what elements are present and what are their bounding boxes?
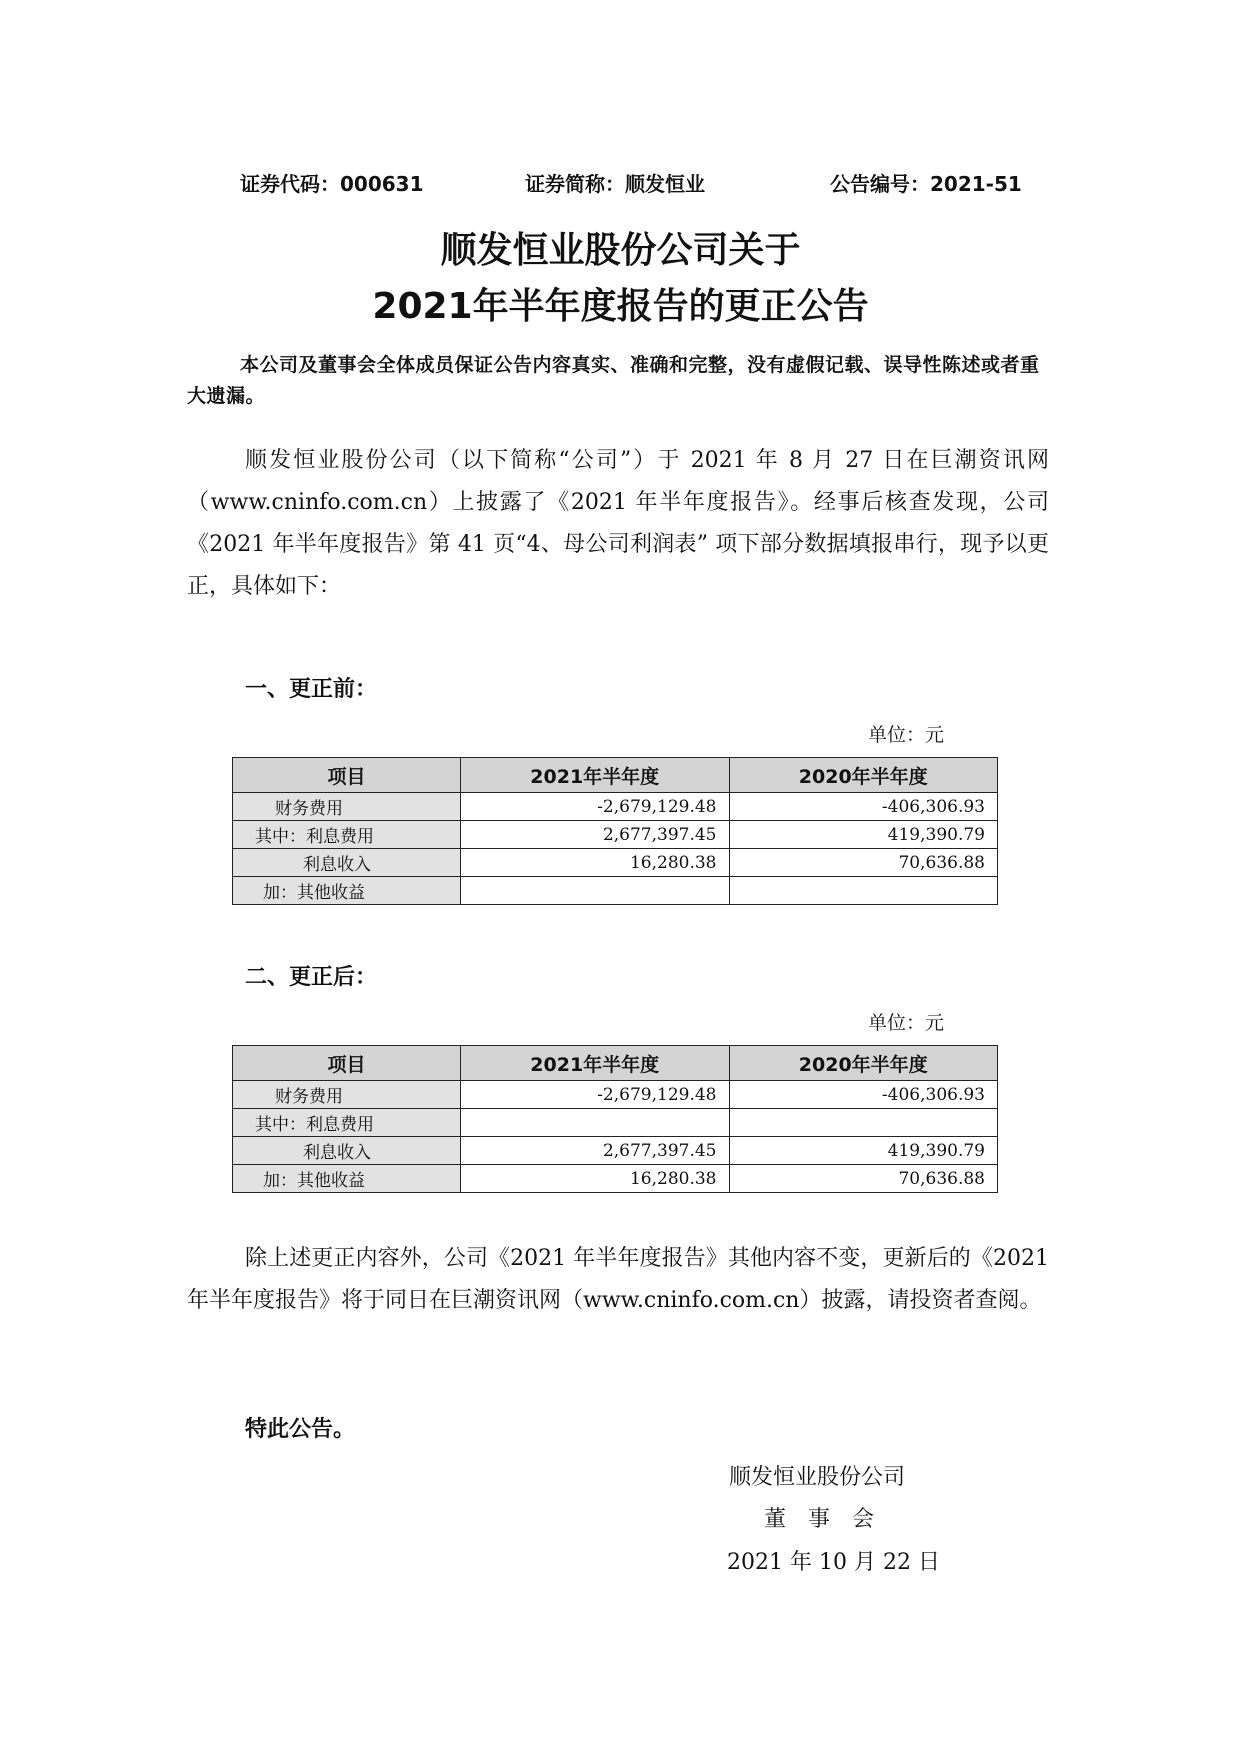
row-label: 其中：利息费用 (233, 821, 461, 849)
table-row (233, 1081, 998, 1109)
intro-paragraph: 顺发恒业股份公司（以下简称“公司”）于 2021 年 8 月 27 日在巨潮资讯网（www.cninfo.com.cn）上披露了《2021 年半年度报告》。经事后核查发现，公司《2021 年半年度报告》第 41 页“4、母公司利润表” 项下部分数据填报串行，现予以更正，具体如下： (187, 448, 1049, 599)
table-header-row (233, 1046, 998, 1081)
closing-statement: 特此公告。 (245, 1417, 356, 1442)
column-header-2021: 2021年半年度 (461, 1046, 730, 1081)
section-before-heading: 一、更正前： (245, 677, 378, 702)
table-row (233, 1137, 998, 1165)
signature-date: 2021 年 10 月 22 日 (727, 1550, 940, 1575)
cell-2020 (729, 877, 998, 905)
cell-2021 (461, 1109, 730, 1137)
column-header-item: 项目 (233, 758, 461, 793)
cell-2021: 2,677,397.45 (461, 1137, 730, 1165)
section-after-heading: 二、更正后： (245, 965, 378, 990)
document-header (240, 168, 1020, 196)
table-before (232, 757, 998, 905)
security-code: 证券代码：000631 (240, 172, 424, 196)
row-label: 加：其他收益 (233, 877, 461, 905)
section-after-unit: 单位：元 (868, 1012, 945, 1034)
cell-2021: -2,679,129.48 (461, 1081, 730, 1109)
table-row (233, 1165, 998, 1193)
cell-2020: 419,390.79 (729, 1137, 998, 1165)
security-short-name: 证券简称：顺发恒业 (525, 172, 705, 196)
signature-board: 董 事 会 (764, 1507, 875, 1532)
row-label: 加：其他收益 (233, 1165, 461, 1193)
cell-2021: -2,679,129.48 (461, 793, 730, 821)
cell-2021: 16,280.38 (461, 1165, 730, 1193)
board-notice: 本公司及董事会全体成员保证公告内容真实、准确和完整，没有虚假记载、误导性陈述或者重大遗漏。 (187, 354, 1040, 407)
cell-2021 (461, 877, 730, 905)
table-row (233, 1109, 998, 1137)
table-after (232, 1045, 998, 1193)
table-row (233, 821, 998, 849)
cell-2020: -406,306.93 (729, 793, 998, 821)
row-label: 利息收入 (233, 1137, 461, 1165)
signature-company: 顺发恒业股份公司 (729, 1465, 906, 1490)
table-row (233, 793, 998, 821)
section-before-unit: 单位：元 (868, 724, 945, 746)
cell-2020: 70,636.88 (729, 1165, 998, 1193)
row-label: 财务费用 (233, 793, 461, 821)
column-header-2020: 2020年半年度 (729, 758, 998, 793)
row-label: 其中：利息费用 (233, 1109, 461, 1137)
cell-2020 (729, 1109, 998, 1137)
column-header-item: 项目 (233, 1046, 461, 1081)
table-header-row (233, 758, 998, 793)
table-row (233, 877, 998, 905)
cell-2021: 2,677,397.45 (461, 821, 730, 849)
announcement-number: 公告编号：2021-51 (830, 172, 1022, 196)
column-header-2020: 2020年半年度 (729, 1046, 998, 1081)
table-row (233, 849, 998, 877)
cell-2021: 16,280.38 (461, 849, 730, 877)
column-header-2021: 2021年半年度 (461, 758, 730, 793)
cell-2020: -406,306.93 (729, 1081, 998, 1109)
row-label: 财务费用 (233, 1081, 461, 1109)
cell-2020: 419,390.79 (729, 821, 998, 849)
cell-2020: 70,636.88 (729, 849, 998, 877)
title-line-1: 顺发恒业股份公司关于 (440, 230, 801, 271)
title-line-2: 2021年半年度报告的更正公告 (372, 286, 869, 327)
row-label: 利息收入 (233, 849, 461, 877)
closing-paragraph: 除上述更正内容外，公司《2021 年半年度报告》其他内容不变，更新后的《2021 年半年度报告》将于同日在巨潮资讯网（www.cninfo.com.cn）披露，请投资者查阅。 (187, 1246, 1049, 1313)
